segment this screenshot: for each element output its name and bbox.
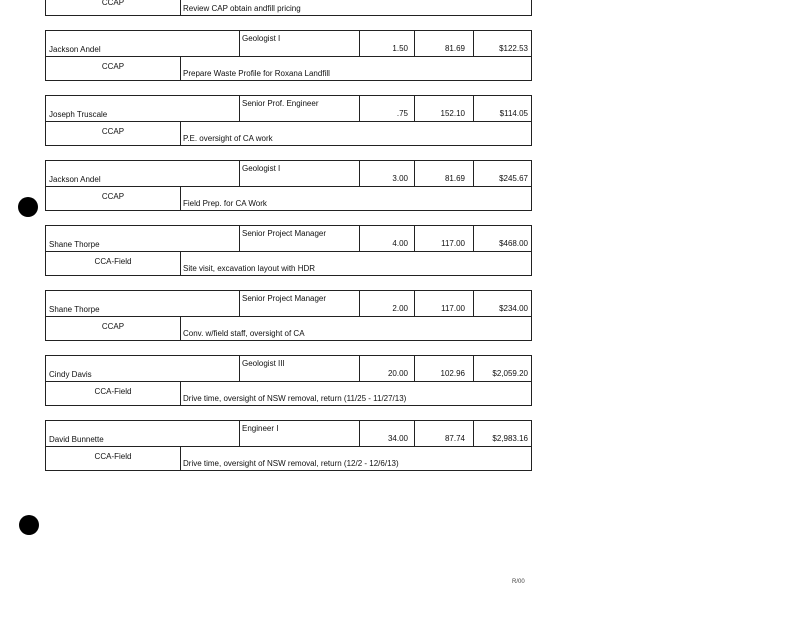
page-mark: R/00 (512, 579, 525, 585)
job-title: Geologist I (239, 160, 360, 187)
charge-code: CCAP (45, 121, 181, 146)
task-description: Conv. w/field staff, oversight of CA (180, 316, 532, 341)
employee-name: Jackson Andel (45, 30, 240, 57)
rate: 81.69 (414, 160, 474, 187)
amount: $468.00 (473, 225, 532, 252)
charge-code: CCAP (45, 56, 181, 81)
entry-1 (45, 30, 532, 88)
entry-6 (45, 355, 532, 413)
job-title: Senior Project Manager (239, 290, 360, 317)
hours: 34.00 (359, 420, 415, 447)
job-title: Senior Prof. Engineer (239, 95, 360, 122)
entry-4 (45, 225, 532, 283)
rate: 81.69 (414, 30, 474, 57)
charge-code: CCAP (101, 0, 125, 7)
rate: 117.00 (414, 290, 474, 317)
entry-7 (45, 420, 532, 478)
hours: 20.00 (359, 355, 415, 382)
employee-name: Shane Thorpe (45, 225, 240, 252)
entry-3 (45, 160, 532, 218)
amount: $122.53 (473, 30, 532, 57)
amount: $234.00 (473, 290, 532, 317)
task-description: Field Prep. for CA Work (180, 186, 532, 211)
top-description-cell (180, 0, 532, 16)
employee-name: Cindy Davis (45, 355, 240, 382)
amount: $245.67 (473, 160, 532, 187)
task-description: Prepare Waste Profile for Roxana Landfill (180, 56, 532, 81)
entry-5 (45, 290, 532, 348)
employee-name: Shane Thorpe (45, 290, 240, 317)
hours: 2.00 (359, 290, 415, 317)
charge-code: CCAP (45, 186, 181, 211)
charge-code: CCAP (45, 316, 181, 341)
rate: 87.74 (414, 420, 474, 447)
task-description: Site visit, excavation layout with HDR (180, 251, 532, 276)
top-code-cell (45, 0, 181, 16)
amount: $2,059.20 (473, 355, 532, 382)
employee-name: Joseph Truscale (45, 95, 240, 122)
job-title: Geologist I (239, 30, 360, 57)
charge-code: CCA-Field (45, 251, 181, 276)
charge-code: CCA-Field (45, 446, 181, 471)
hours: 3.00 (359, 160, 415, 187)
amount: $2,983.16 (473, 420, 532, 447)
job-title: Senior Project Manager (239, 225, 360, 252)
binder-hole-icon (19, 515, 39, 535)
job-title: Engineer I (239, 420, 360, 447)
binder-hole-icon (18, 197, 38, 217)
entry-2 (45, 95, 532, 153)
hours: 1.50 (359, 30, 415, 57)
rate: 102.96 (414, 355, 474, 382)
amount: $114.05 (473, 95, 532, 122)
rate: 117.00 (414, 225, 474, 252)
hours: .75 (359, 95, 415, 122)
employee-name: David Bunnette (45, 420, 240, 447)
hours: 4.00 (359, 225, 415, 252)
task-description: Drive time, oversight of NSW removal, return (12/2 - 12/6/13) (180, 446, 532, 471)
employee-name: Jackson Andel (45, 160, 240, 187)
rate: 152.10 (414, 95, 474, 122)
task-description: Drive time, oversight of NSW removal, return (11/25 - 11/27/13) (180, 381, 532, 406)
task-description: P.E. oversight of CA work (180, 121, 532, 146)
task-description: Review CAP obtain andfill pricing (183, 4, 301, 13)
charge-code: CCA-Field (45, 381, 181, 406)
job-title: Geologist III (239, 355, 360, 382)
